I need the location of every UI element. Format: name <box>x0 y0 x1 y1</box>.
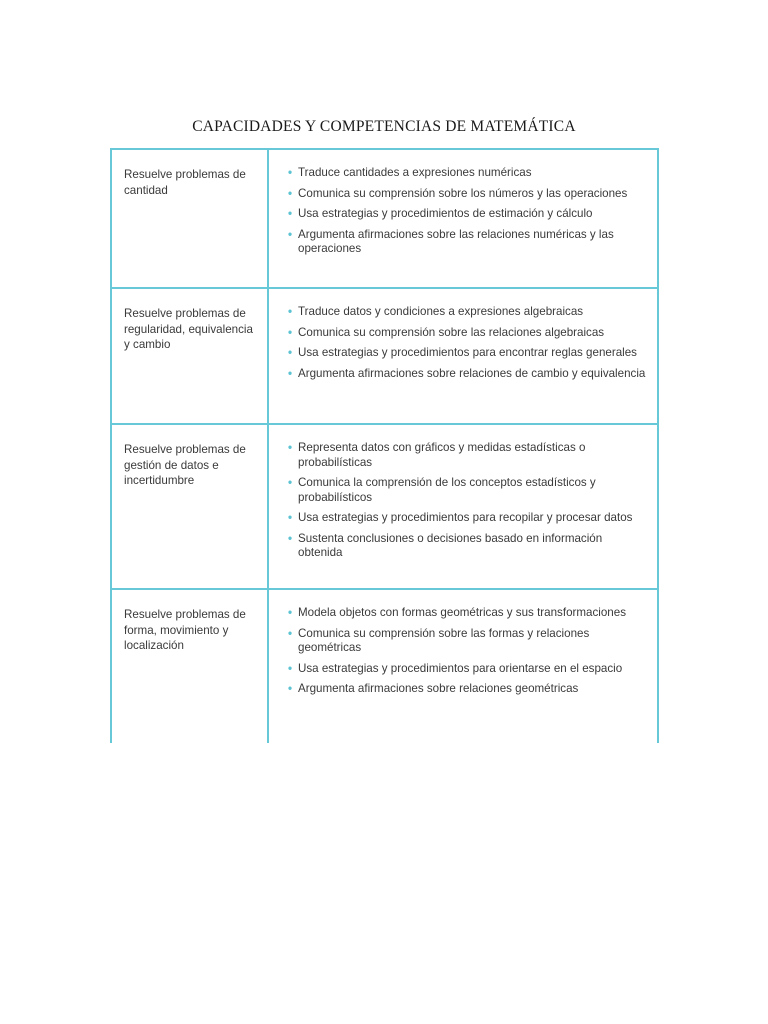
page-title: CAPACIDADES Y COMPETENCIAS DE MATEMÁTICA <box>192 118 576 135</box>
bullet-icon: • <box>288 305 293 318</box>
list-item <box>288 627 647 656</box>
list-item <box>288 367 647 382</box>
list-item <box>288 441 647 470</box>
list-item <box>288 511 647 526</box>
list-item <box>288 346 647 361</box>
list-item <box>288 476 647 505</box>
capacity-text: Traduce datos y condiciones a expresiones algebraicas <box>298 305 584 318</box>
competency-label: Resuelve problemas de forma, movimiento y localización <box>124 608 246 652</box>
bullet-icon: • <box>288 606 293 619</box>
list-item <box>288 326 647 341</box>
list-item <box>288 228 647 257</box>
bullet-icon: • <box>288 441 293 454</box>
capacity-text: Sustenta conclusiones o decisiones basado en información obtenida <box>298 531 603 559</box>
list-item <box>288 207 647 222</box>
bullet-icon: • <box>288 366 293 380</box>
list-item <box>288 187 647 202</box>
capacity-text: Modela objetos con formas geométricas y sus transformaciones <box>298 606 626 619</box>
bullet-icon: • <box>288 207 293 220</box>
bullet-icon: • <box>288 511 293 524</box>
bullet-icon: • <box>288 682 293 695</box>
bullet-icon: • <box>288 227 293 241</box>
table-row <box>111 288 658 424</box>
bullet-icon: • <box>288 661 293 675</box>
bullet-icon: • <box>288 346 293 359</box>
table-row <box>111 589 658 743</box>
bullet-icon: • <box>288 186 293 200</box>
capacity-text: Comunica su comprensión sobre las formas y relaciones geométricas <box>298 626 590 654</box>
capacity-text: Representa datos con gráficos y medidas estadísticas o probabilísticas <box>298 441 586 469</box>
capacities-cell <box>268 149 658 288</box>
competency-label: Resuelve problemas de cantidad <box>124 168 246 197</box>
capacities-list <box>269 289 657 381</box>
capacity-text: Usa estrategias y procedimientos de estimación y cálculo <box>298 207 593 220</box>
capacity-text: Usa estrategias y procedimientos para encontrar reglas generales <box>298 346 637 359</box>
capacity-text: Comunica su comprensión sobre las relaciones algebraicas <box>298 325 605 339</box>
capacities-list <box>269 150 657 257</box>
competency-label: Resuelve problemas de gestión de datos e incertidumbre <box>124 443 246 487</box>
capacity-text: Comunica su comprensión sobre los números y las operaciones <box>298 186 628 200</box>
competency-cell <box>111 288 268 424</box>
competency-cell <box>111 589 268 743</box>
bullet-icon: • <box>288 626 293 640</box>
capacity-text: Argumenta afirmaciones sobre relaciones geométricas <box>298 682 579 695</box>
list-item <box>288 532 647 561</box>
bullet-icon: • <box>288 325 293 339</box>
bullet-icon: • <box>288 531 293 545</box>
capacity-text: Usa estrategias y procedimientos para recopilar y procesar datos <box>298 511 633 524</box>
list-item <box>288 606 647 621</box>
bullet-icon: • <box>288 476 293 489</box>
capacities-list <box>269 425 657 561</box>
list-item <box>288 305 647 320</box>
capacity-text: Argumenta afirmaciones sobre relaciones de cambio y equivalencia <box>298 366 646 380</box>
capacity-text: Argumenta afirmaciones sobre las relaciones numéricas y las operaciones <box>298 227 614 255</box>
list-item <box>288 166 647 181</box>
capacities-cell <box>268 288 658 424</box>
competencies-table-container <box>110 148 657 742</box>
capacity-text: Comunica la comprensión de los conceptos estadísticos y probabilísticos <box>298 476 596 504</box>
table-row <box>111 149 658 288</box>
list-item <box>288 662 647 677</box>
list-item <box>288 682 647 697</box>
competency-cell <box>111 424 268 589</box>
competency-cell <box>111 149 268 288</box>
capacities-cell <box>268 589 658 743</box>
capacities-list <box>269 590 657 697</box>
table-row <box>111 424 658 589</box>
competency-label: Resuelve problemas de regularidad, equivalencia y cambio <box>124 307 253 351</box>
capacity-text: Usa estrategias y procedimientos para orientarse en el espacio <box>298 661 623 675</box>
capacities-cell <box>268 424 658 589</box>
bullet-icon: • <box>288 166 293 179</box>
capacity-text: Traduce cantidades a expresiones numéricas <box>298 166 532 179</box>
competencies-table <box>110 148 659 743</box>
